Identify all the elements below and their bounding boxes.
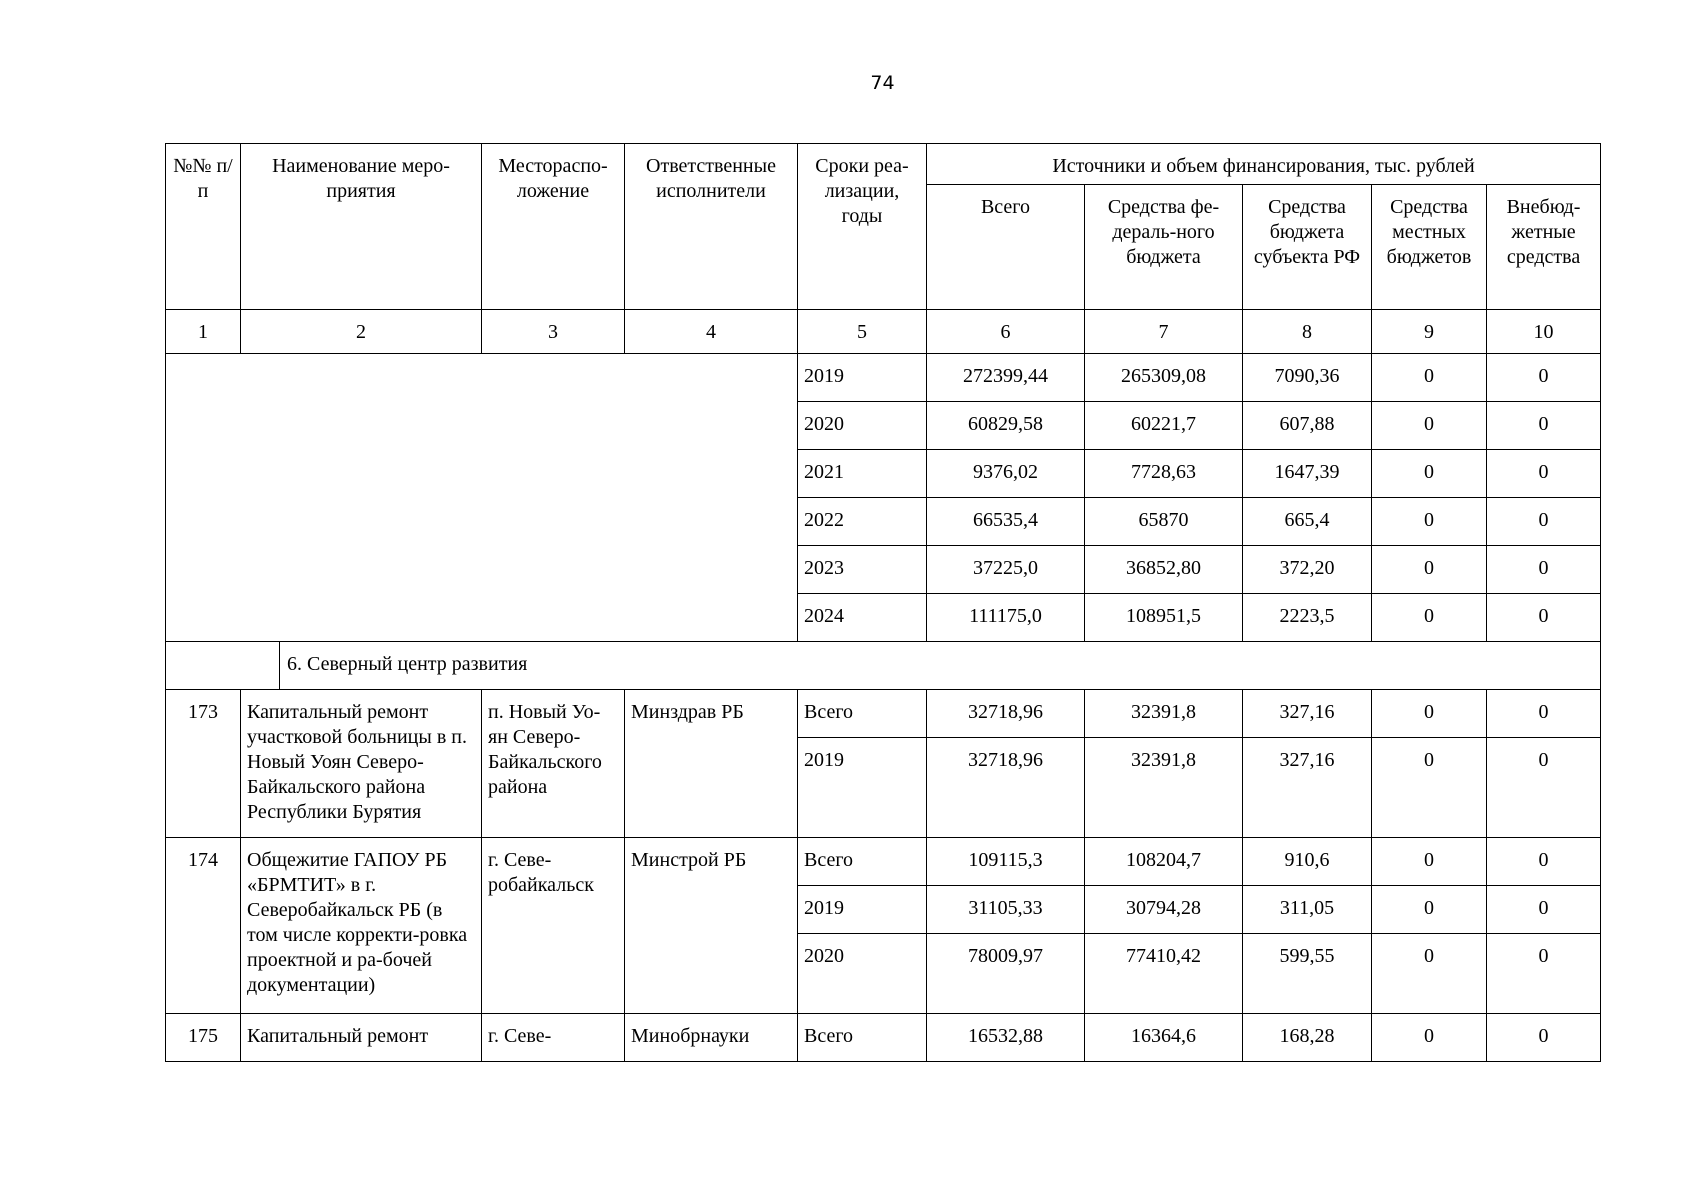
year-cell: Всего — [798, 690, 927, 738]
item-name: Капитальный ремонт участковой больницы в п. Новый Уоян Северо-Байкальского района Республики Бурятия — [241, 690, 482, 838]
federal-cell: 7728,63 — [1085, 450, 1243, 498]
item-location: г. Севе-робайкальск — [482, 838, 625, 1014]
total-cell: 37225,0 — [927, 546, 1085, 594]
extra-cell: 0 — [1487, 738, 1601, 838]
subject-cell: 372,20 — [1243, 546, 1372, 594]
subject-cell: 168,28 — [1243, 1014, 1372, 1062]
item-responsible: Минобрнауки — [625, 1014, 798, 1062]
item-name: Капитальный ремонт — [241, 1014, 482, 1062]
index-cell: 7 — [1085, 310, 1243, 354]
item-name: Общежитие ГАПОУ РБ «БРМТИТ» в г. Северобайкальск РБ (в том числе корректи-ровка проектной и ра-бочей документации) — [241, 838, 482, 1014]
continuation-blank — [166, 354, 798, 642]
local-cell: 0 — [1372, 838, 1487, 886]
index-cell: 3 — [482, 310, 625, 354]
federal-cell: 108951,5 — [1085, 594, 1243, 642]
header-total: Всего — [927, 185, 1085, 310]
local-cell: 0 — [1372, 934, 1487, 1014]
total-cell: 78009,97 — [927, 934, 1085, 1014]
item-location: г. Севе- — [482, 1014, 625, 1062]
subject-cell: 665,4 — [1243, 498, 1372, 546]
federal-cell: 32391,8 — [1085, 690, 1243, 738]
local-cell: 0 — [1372, 594, 1487, 642]
total-cell: 66535,4 — [927, 498, 1085, 546]
federal-cell: 30794,28 — [1085, 886, 1243, 934]
item-number: 175 — [166, 1014, 241, 1062]
table-row — [166, 1014, 1601, 1062]
local-cell: 0 — [1372, 450, 1487, 498]
header-extra: Внебюд-жетные средства — [1487, 185, 1601, 310]
subject-cell: 599,55 — [1243, 934, 1372, 1014]
subject-cell: 910,6 — [1243, 838, 1372, 886]
total-cell: 109115,3 — [927, 838, 1085, 886]
local-cell: 0 — [1372, 738, 1487, 838]
year-cell: Всего — [798, 838, 927, 886]
index-cell: 4 — [625, 310, 798, 354]
local-cell: 0 — [1372, 1014, 1487, 1062]
extra-cell: 0 — [1487, 934, 1601, 1014]
extra-cell: 0 — [1487, 546, 1601, 594]
header-local: Средства местных бюджетов — [1372, 185, 1487, 310]
subject-cell: 7090,36 — [1243, 354, 1372, 402]
item-number: 174 — [166, 838, 241, 1014]
header-terms: Сроки реа-лизации, годы — [798, 144, 927, 310]
extra-cell: 0 — [1487, 498, 1601, 546]
extra-cell: 0 — [1487, 690, 1601, 738]
federal-cell: 16364,6 — [1085, 1014, 1243, 1062]
year-cell: 2023 — [798, 546, 927, 594]
index-cell: 8 — [1243, 310, 1372, 354]
header-name: Наименование меро-приятия — [241, 144, 482, 310]
header-responsible: Ответственные исполнители — [625, 144, 798, 310]
funding-table — [165, 143, 1601, 1062]
extra-cell: 0 — [1487, 594, 1601, 642]
year-cell: Всего — [798, 1014, 927, 1062]
federal-cell: 65870 — [1085, 498, 1243, 546]
extra-cell: 0 — [1487, 402, 1601, 450]
year-cell: 2022 — [798, 498, 927, 546]
section-row — [166, 642, 1601, 690]
header-subject: Средства бюджета субъекта РФ — [1243, 185, 1372, 310]
extra-cell: 0 — [1487, 354, 1601, 402]
index-cell: 2 — [241, 310, 482, 354]
year-cell: 2019 — [798, 738, 927, 838]
header-federal: Средства фе-дераль-ного бюджета — [1085, 185, 1243, 310]
section-divider — [279, 642, 280, 689]
year-cell: 2021 — [798, 450, 927, 498]
year-cell: 2019 — [798, 886, 927, 934]
index-cell: 6 — [927, 310, 1085, 354]
index-cell: 9 — [1372, 310, 1487, 354]
year-cell: 2019 — [798, 354, 927, 402]
federal-cell: 60221,7 — [1085, 402, 1243, 450]
item-responsible: Минстрой РБ — [625, 838, 798, 1014]
item-location: п. Новый Уо-ян Северо-Байкальского района — [482, 690, 625, 838]
year-cell: 2020 — [798, 934, 927, 1014]
header-num: №№ п/п — [166, 144, 241, 310]
table-row — [166, 690, 1601, 738]
index-cell: 1 — [166, 310, 241, 354]
subject-cell: 327,16 — [1243, 738, 1372, 838]
extra-cell: 0 — [1487, 838, 1601, 886]
local-cell: 0 — [1372, 354, 1487, 402]
federal-cell: 77410,42 — [1085, 934, 1243, 1014]
subject-cell: 311,05 — [1243, 886, 1372, 934]
total-cell: 60829,58 — [927, 402, 1085, 450]
total-cell: 272399,44 — [927, 354, 1085, 402]
year-cell: 2024 — [798, 594, 927, 642]
extra-cell: 0 — [1487, 450, 1601, 498]
local-cell: 0 — [1372, 690, 1487, 738]
subject-cell: 2223,5 — [1243, 594, 1372, 642]
total-cell: 111175,0 — [927, 594, 1085, 642]
total-cell: 9376,02 — [927, 450, 1085, 498]
subject-cell: 607,88 — [1243, 402, 1372, 450]
item-responsible: Минздрав РБ — [625, 690, 798, 838]
local-cell: 0 — [1372, 498, 1487, 546]
header-row — [166, 144, 1601, 185]
total-cell: 32718,96 — [927, 738, 1085, 838]
local-cell: 0 — [1372, 402, 1487, 450]
federal-cell: 108204,7 — [1085, 838, 1243, 886]
header-location: Местораспо-ложение — [482, 144, 625, 310]
local-cell: 0 — [1372, 886, 1487, 934]
table-row — [166, 354, 1601, 402]
section-heading-cell — [166, 642, 1601, 690]
extra-cell: 0 — [1487, 886, 1601, 934]
item-number: 173 — [166, 690, 241, 838]
year-cell: 2020 — [798, 402, 927, 450]
federal-cell: 265309,08 — [1085, 354, 1243, 402]
total-cell: 31105,33 — [927, 886, 1085, 934]
index-cell: 10 — [1487, 310, 1601, 354]
federal-cell: 36852,80 — [1085, 546, 1243, 594]
subject-cell: 327,16 — [1243, 690, 1372, 738]
extra-cell: 0 — [1487, 1014, 1601, 1062]
table-row — [166, 838, 1601, 886]
section-title: 6. Северный центр развития — [287, 653, 528, 675]
index-cell: 5 — [798, 310, 927, 354]
local-cell: 0 — [1372, 546, 1487, 594]
subject-cell: 1647,39 — [1243, 450, 1372, 498]
total-cell: 16532,88 — [927, 1014, 1085, 1062]
page-number: 74 — [870, 72, 895, 94]
total-cell: 32718,96 — [927, 690, 1085, 738]
header-funding: Источники и объем финансирования, тыс. рублей — [927, 144, 1601, 185]
index-row — [166, 310, 1601, 354]
federal-cell: 32391,8 — [1085, 738, 1243, 838]
